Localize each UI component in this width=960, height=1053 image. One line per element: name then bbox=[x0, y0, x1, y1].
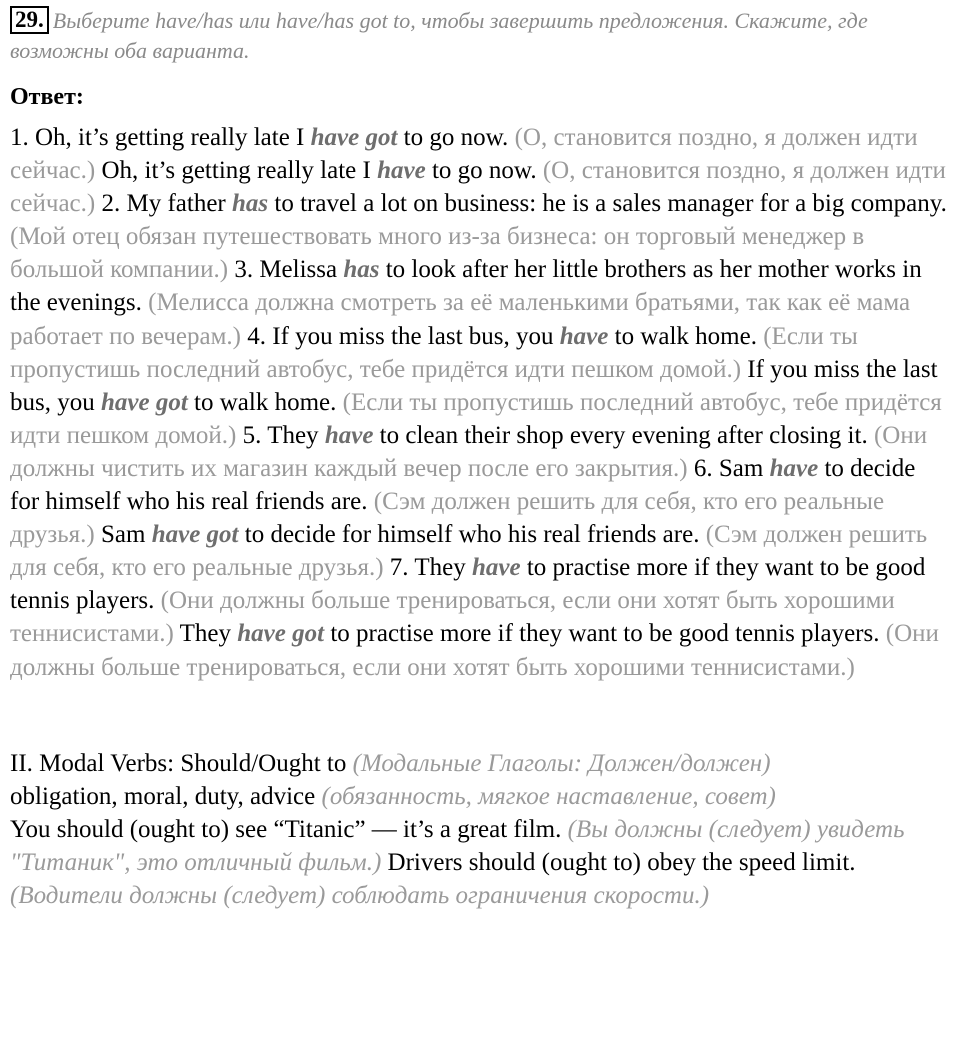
answer-keyword: have bbox=[377, 157, 426, 185]
answer-text-after: to practise more if they want to be good tennis players. bbox=[324, 620, 880, 648]
task-number: 29. bbox=[10, 6, 49, 34]
modal-usage-translation: (обязанность, мягкое наставление, совет) bbox=[321, 782, 776, 810]
answer-text-before: They bbox=[414, 554, 472, 582]
answer-text-before: They bbox=[179, 620, 238, 648]
answer-label: Ответ: bbox=[10, 84, 84, 110]
answer-keyword: have got bbox=[100, 388, 188, 416]
answer-translation: (Если ты пропустишь последний автобус, тебе придётся идти пешком домой.) bbox=[10, 322, 858, 383]
answer-text-after: to travel a lot on business: he is a sales manager for a big company. bbox=[268, 190, 947, 218]
answer-number: 6. bbox=[693, 454, 713, 482]
answer-text-after: to walk home. bbox=[608, 322, 757, 350]
answer-keyword: have got bbox=[310, 124, 398, 151]
modal-example-2: Drivers should (ought to) obey the speed limit. bbox=[387, 848, 856, 876]
answer-translation: (Мой отец обязан путешествовать много из-за бизнеса: он торговый менеджер в большой компании.) bbox=[10, 223, 865, 284]
answer-translation: (О, становится поздно, я должен идти сейчас.) bbox=[10, 157, 946, 218]
answer-text-before: Oh, it’s getting really late I bbox=[101, 157, 378, 185]
modal-section bbox=[10, 747, 950, 912]
answer-number: 2. bbox=[101, 190, 121, 218]
answer-keyword: has bbox=[343, 256, 380, 284]
modal-usage: obligation, moral, duty, advice bbox=[10, 782, 316, 810]
answer-text-before: My father bbox=[126, 190, 232, 218]
answer-text-after: to clean their shop every evening after closing it. bbox=[373, 421, 868, 449]
answer-text-after: to go now. bbox=[397, 124, 509, 151]
answer-number: 1. bbox=[10, 124, 29, 151]
modal-heading-translation: (Модальные Глаголы: Должен/должен) bbox=[352, 749, 771, 777]
answer-number: 5. bbox=[242, 421, 262, 449]
answer-keyword: have bbox=[324, 421, 374, 449]
answer-translation: (Сэм должен решить для себя, кто его реальные друзья.) bbox=[10, 488, 885, 549]
modal-example-2-translation: (Водители должны (следует) соблюдать ограничения скорости.) bbox=[10, 881, 710, 909]
answer-text-after: to go now. bbox=[425, 157, 537, 185]
task-instruction: Выберите have/has или have/has got to, чтобы завершить предложения. Скажите, где возможны оба варианта. bbox=[10, 8, 868, 63]
answer-keyword: have got bbox=[237, 620, 325, 648]
answer-text-after: to look after her little brothers as her mother works in the evenings. bbox=[10, 256, 922, 317]
modal-example-1: You should (ought to) see “Titanic” — it’s a great film. bbox=[10, 815, 562, 843]
task-header bbox=[10, 6, 950, 66]
answer-text-before: Oh, it’s getting really late I bbox=[35, 124, 311, 151]
answer-text-before: If you miss the last bus, you bbox=[272, 322, 560, 350]
answer-text-after: to practise more if they want to be good tennis players. bbox=[10, 554, 926, 615]
answer-text-before: Sam bbox=[718, 454, 770, 482]
answer-translation: (Мелисса должна смотреть за её маленькими братьями, так как её мама работает по вечерам.) bbox=[10, 289, 911, 350]
modal-heading: II. Modal Verbs: Should/Ought to bbox=[10, 749, 347, 777]
answer-translation: (Сэм должен решить для себя, кто его реальные друзья.) bbox=[10, 521, 928, 582]
answer-text-before: They bbox=[267, 421, 325, 449]
answer-translation: (Они должны больше тренироваться, если они хотят быть хорошими теннисистами.) bbox=[10, 587, 895, 648]
answer-text-after: to walk home. bbox=[187, 388, 337, 416]
answer-translation: (Если ты пропустишь последний автобус, тебе придётся идти пешком домой.) bbox=[10, 388, 942, 449]
answer-number: 7. bbox=[389, 554, 409, 582]
answer-keyword: have got bbox=[151, 521, 239, 549]
answer-text-before: Melissa bbox=[259, 256, 344, 284]
answers-paragraph bbox=[10, 121, 950, 684]
answer-keyword: have bbox=[471, 554, 521, 582]
answer-number: 4. bbox=[247, 322, 267, 350]
answer-translation: (Они должны чистить их магазин каждый вечер после его закрытия.) bbox=[10, 421, 928, 482]
modal-example-1-translation: (Вы должны (следует) увидеть "Титаник", это отличный фильм.) bbox=[10, 815, 905, 876]
answer-keyword: has bbox=[232, 190, 269, 218]
answer-number: 3. bbox=[234, 256, 254, 284]
answer-text-before: Sam bbox=[101, 521, 152, 549]
answer-keyword: have bbox=[769, 454, 819, 482]
answer-translation: (Они должны больше тренироваться, если они хотят быть хорошими теннисистами.) bbox=[10, 620, 939, 681]
answer-text-before: If you miss the last bus, you bbox=[10, 355, 938, 416]
answer-keyword: have bbox=[559, 322, 609, 350]
answer-text-after: to decide for himself who his real friends are. bbox=[238, 521, 700, 549]
answer-translation: (О, становится поздно, я должен идти сейчас.) bbox=[10, 124, 918, 185]
answer-text-after: to decide for himself who his real friends are. bbox=[10, 454, 916, 516]
